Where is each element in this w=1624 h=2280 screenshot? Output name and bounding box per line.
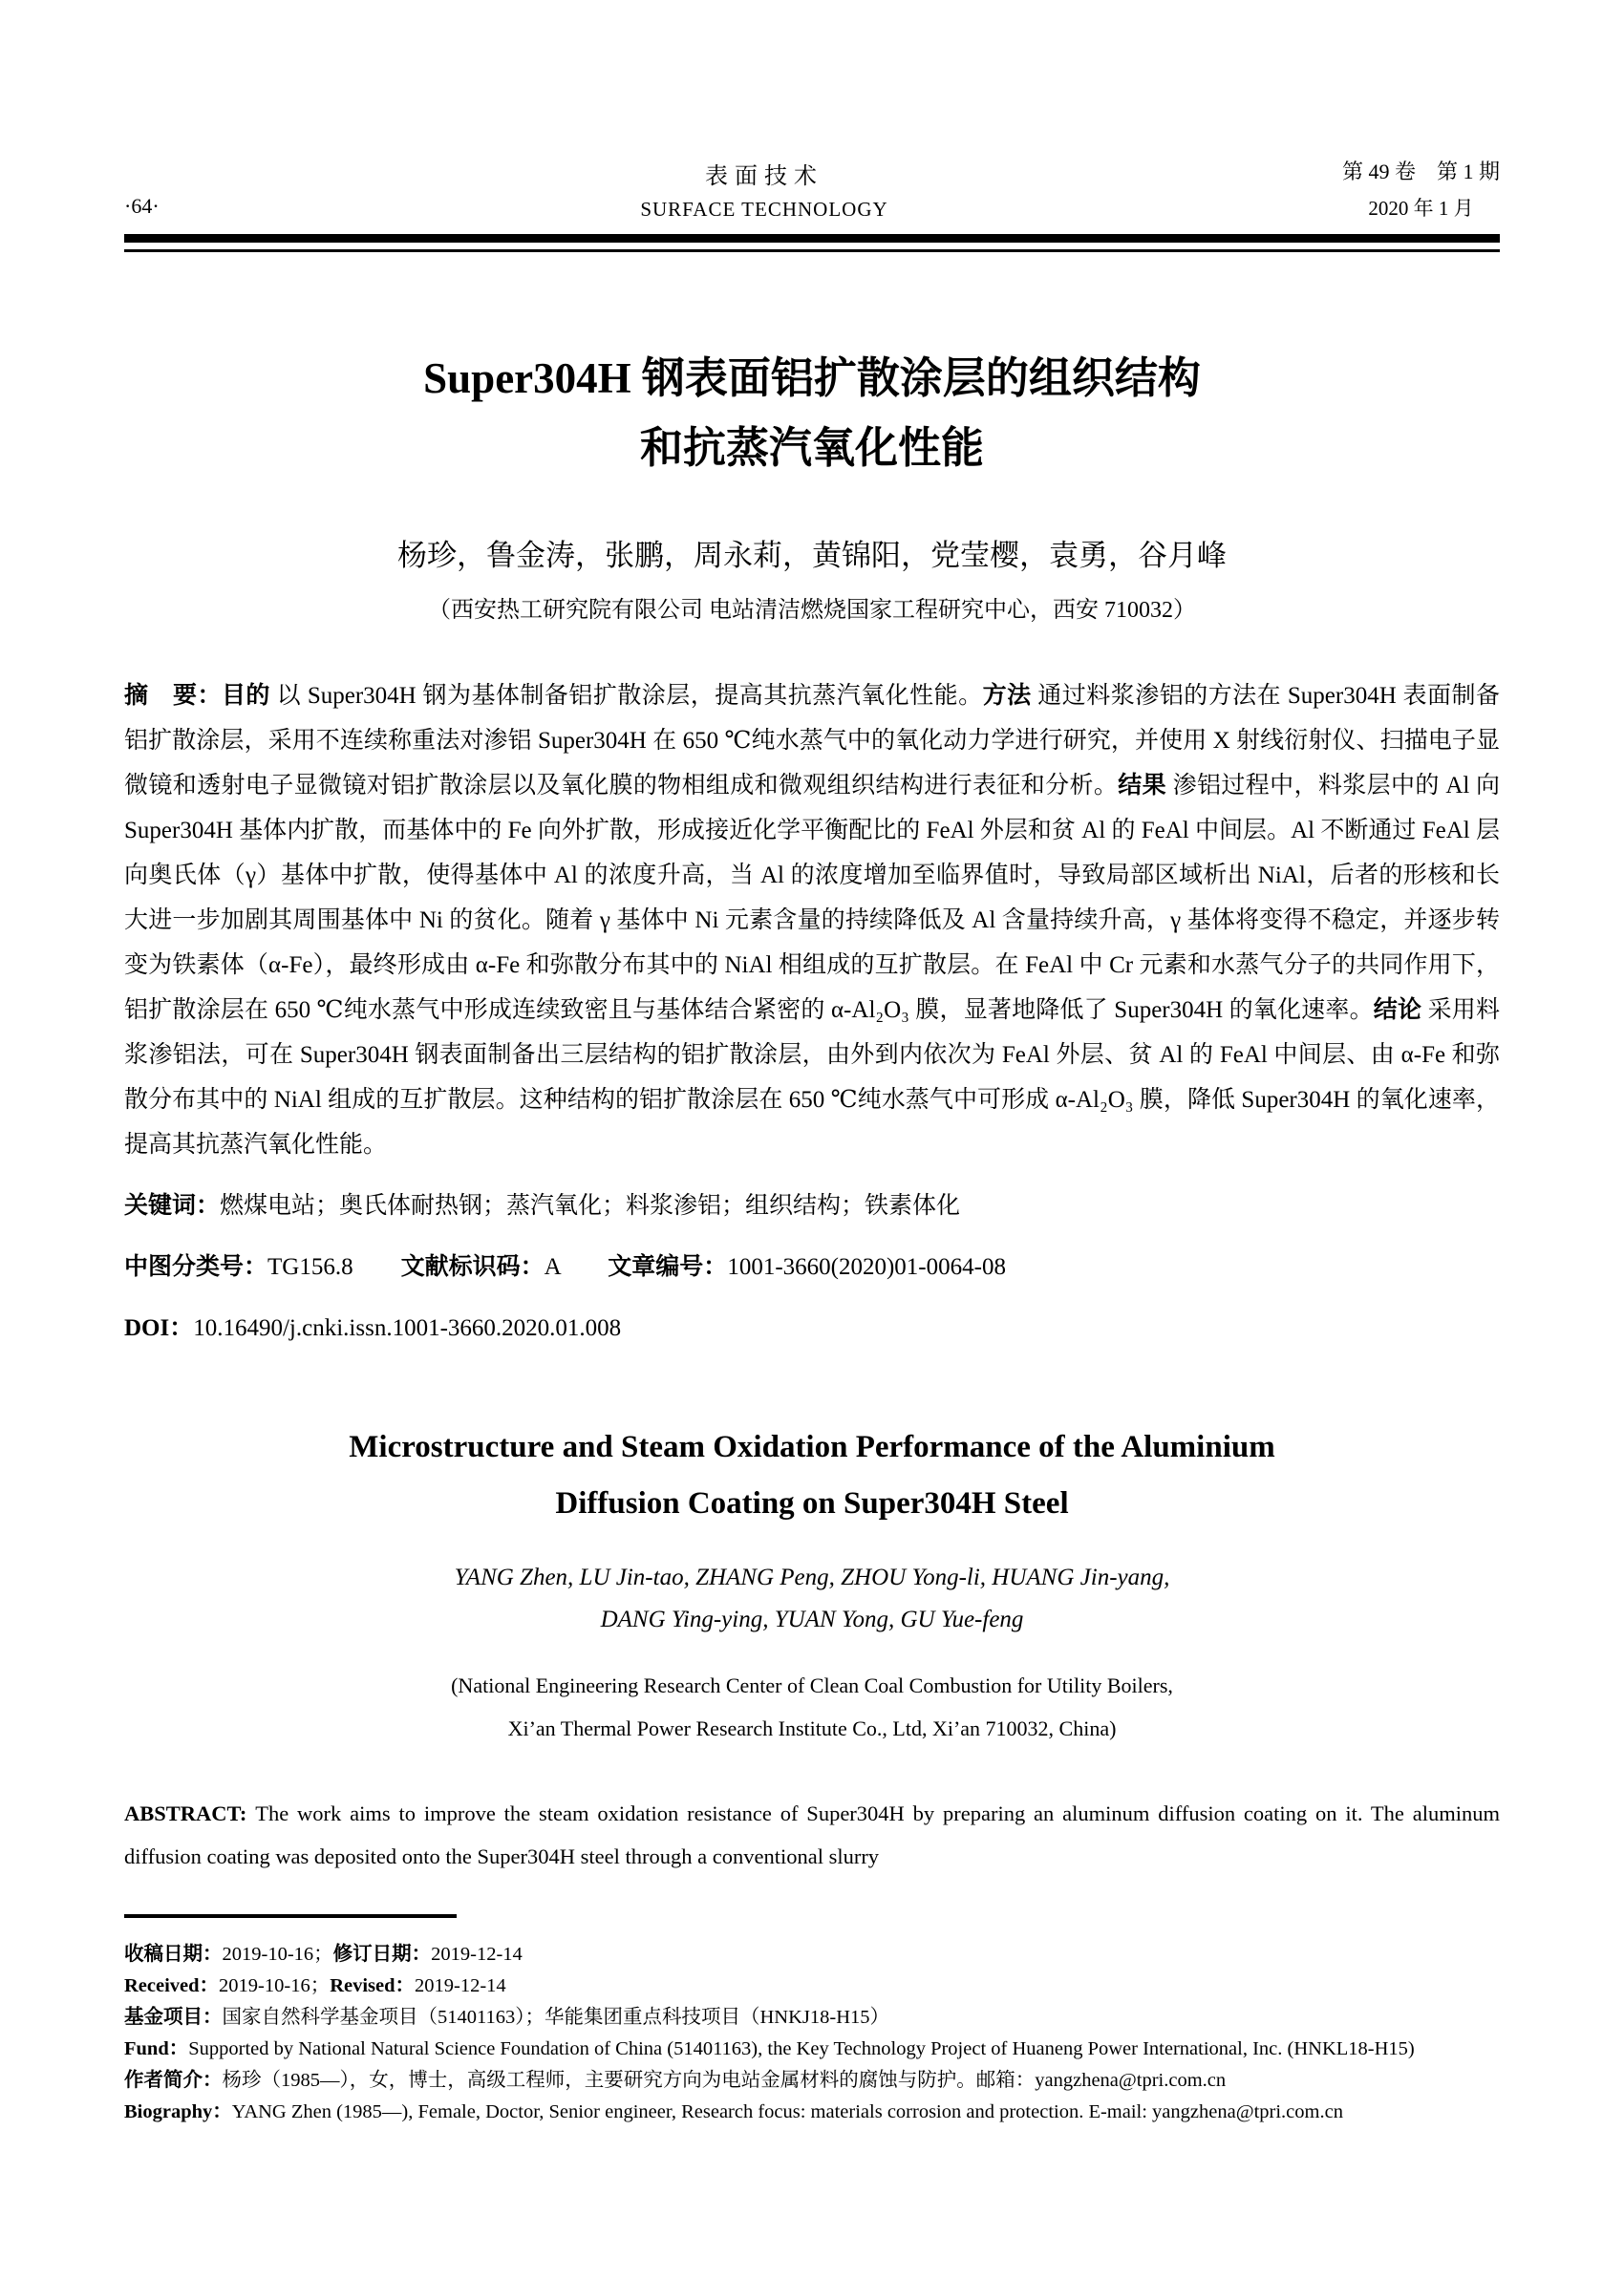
article-title-zh (124, 344, 1500, 483)
biography-line-zh: 作者简介：杨珍（1985—），女，博士，高级工程师，主要研究方向为电站金属材料的腐蚀与防护。邮箱：yangzhena@tpri.com.cn (124, 2070, 1227, 2091)
header-rule-thin (124, 249, 1500, 252)
fund-line-zh: 基金项目：国家自然科学基金项目（51401163）；华能集团重点科技项目（HNKJ18-H15） (124, 2007, 890, 2028)
article-title-en-line1: Microstructure and Steam Oxidation Performance of the Aluminium (349, 1430, 1275, 1464)
received-line-en: Received：2019-10-16；Revised：2019-12-14 (124, 1975, 506, 1996)
article-title-en-line2: Diffusion Coating on Super304H Steel (555, 1486, 1069, 1521)
article-title-zh-line2: 和抗蒸汽氧化性能 (639, 424, 984, 472)
issue-date: 2020 年 1 月 (1368, 197, 1474, 220)
journal-masthead (344, 157, 1185, 222)
volume-issue: 第 49 卷 第 1 期 (1341, 160, 1500, 183)
journal-title-zh: 表面技术 (705, 164, 823, 189)
header-rule-thick (124, 234, 1500, 243)
page-header (124, 0, 1500, 222)
affiliation-en-line1: (National Engineering Research Center of Clean Coal Combustion for Utility Boilers, (451, 1673, 1173, 1697)
article-title-en (124, 1419, 1500, 1532)
affiliation-zh: （西安热工研究院有限公司 电站清洁燃烧国家工程研究中心，西安 710032） (428, 598, 1196, 623)
authors-en-line1: YANG Zhen, LU Jin-tao, ZHANG Peng, ZHOU Yong-li, HUANG Jin-yang, (454, 1565, 1170, 1590)
doi-line: DOI：10.16490/j.cnki.issn.1001-3660.2020.01.008 (124, 1315, 622, 1341)
page-number: ·64· (124, 194, 160, 218)
classification-line: 中图分类号：TG156.8 文献标识码：A 文章编号：1001-3660(2020)01-0064-08 (124, 1254, 1006, 1280)
authors-zh: 杨珍，鲁金涛，张鹏，周永莉，黄锦阳，党莹樱，袁勇，谷月峰 (397, 539, 1227, 572)
keywords-line: 关键词：燃煤电站；奥氏体耐热钢；蒸汽氧化；料浆渗铝；组织结构；铁素体化 (124, 1193, 961, 1219)
footnote-block (124, 1939, 1500, 2128)
abstract-zh: 摘 要：目的 以 Super304H 钢为基体制备铝扩散涂层，提高其抗蒸汽氧化性能。方法 通过料浆渗铝的方法在 Super304H 表面制备铝扩散涂层，采用不连续称重法对渗铝 Super304H 在 650 ℃纯水蒸气中的氧化动力学进行研究，并使用 X 射线衍射仪、扫描电子显微镜和透射电子显微镜对铝扩散涂层以及氧化膜的物相组成和微观组织结构进行表征和分析。结果 渗铝过程中，料浆层中的 Al 向 Super304H 基体内扩散，而基体中的 Fe 向外扩散，形成接近化学平衡配比的 FeAl 外层和贫 Al 的 FeAl 中间层。Al 不断通过 FeAl 层向奥氏体（γ）基体中扩散，使得基体中 Al 的浓度升高，当 Al 的浓度增加至临界值时，导致局部区域析出 NiAl，后者的形核和长大进一步加剧其周围基体中 Ni 的贫化。随着 γ 基体中 Ni 元素含量的持续降低及 Al 含量持续升高，γ 基体将变得不稳定，并逐步转变为铁素体（α-Fe），最终形成由 α-Fe 和弥散分布其中的 NiAl 相组成的互扩散层。在 FeAl 中 Cr 元素和水蒸气分子的共同作用下，铝扩散涂层在 650 ℃纯水蒸气中形成连续致密且与基体结合紧密的 α-Al₂O₃ 膜，显著地降低了 Super304H 的氧化速率。结论 采用料浆渗铝法，可在 Super304H 钢表面制备出三层结构的铝扩散涂层，由外到内依次为 FeAl 外层、贫 Al 的 FeAl 中间层、由 α-Fe 和弥散分布其中的 NiAl 组成的互扩散层。这种结构的铝扩散涂层在 650 ℃纯水蒸气中可形成 α-Al₂O₃ 膜，降低 Super304H 的氧化速率，提高其抗蒸汽氧化性能。 (124, 683, 1500, 1158)
article-title-zh-line1: Super304H 钢表面铝扩散涂层的组织结构 (423, 354, 1201, 402)
journal-title-en: SURFACE TECHNOLOGY (640, 198, 888, 221)
authors-en (124, 1557, 1500, 1641)
fund-line-en: Fund：Supported by National Natural Science Foundation of China (51401163), the Key Technology Project of Huaneng Power International, Inc. (HNKL18-H15) (124, 2038, 1415, 2059)
authors-en-line2: DANG Ying-ying, YUAN Yong, GU Yue-feng (600, 1607, 1024, 1632)
footnote-rule (124, 1914, 457, 1918)
affiliation-en-line2: Xi’an Thermal Power Research Institute Co., Ltd, Xi’an 710032, China) (507, 1716, 1117, 1740)
issue-info (1342, 156, 1500, 222)
biography-line-en: Biography：YANG Zhen (1985—), Female, Doctor, Senior engineer, Research focus: materials corrosion and protection. E-mail: yangzhena@tpri.com.cn (124, 2101, 1343, 2122)
affiliation-en (124, 1664, 1500, 1750)
received-line-zh: 收稿日期：2019-10-16；修订日期：2019-12-14 (124, 1944, 523, 1965)
abstract-en: ABSTRACT: The work aims to improve the steam oxidation resistance of Super304H by preparing an aluminum diffusion coating on it. The aluminum diffusion coating was deposited onto the Super304H steel through a conventional slurry (124, 1801, 1500, 1868)
